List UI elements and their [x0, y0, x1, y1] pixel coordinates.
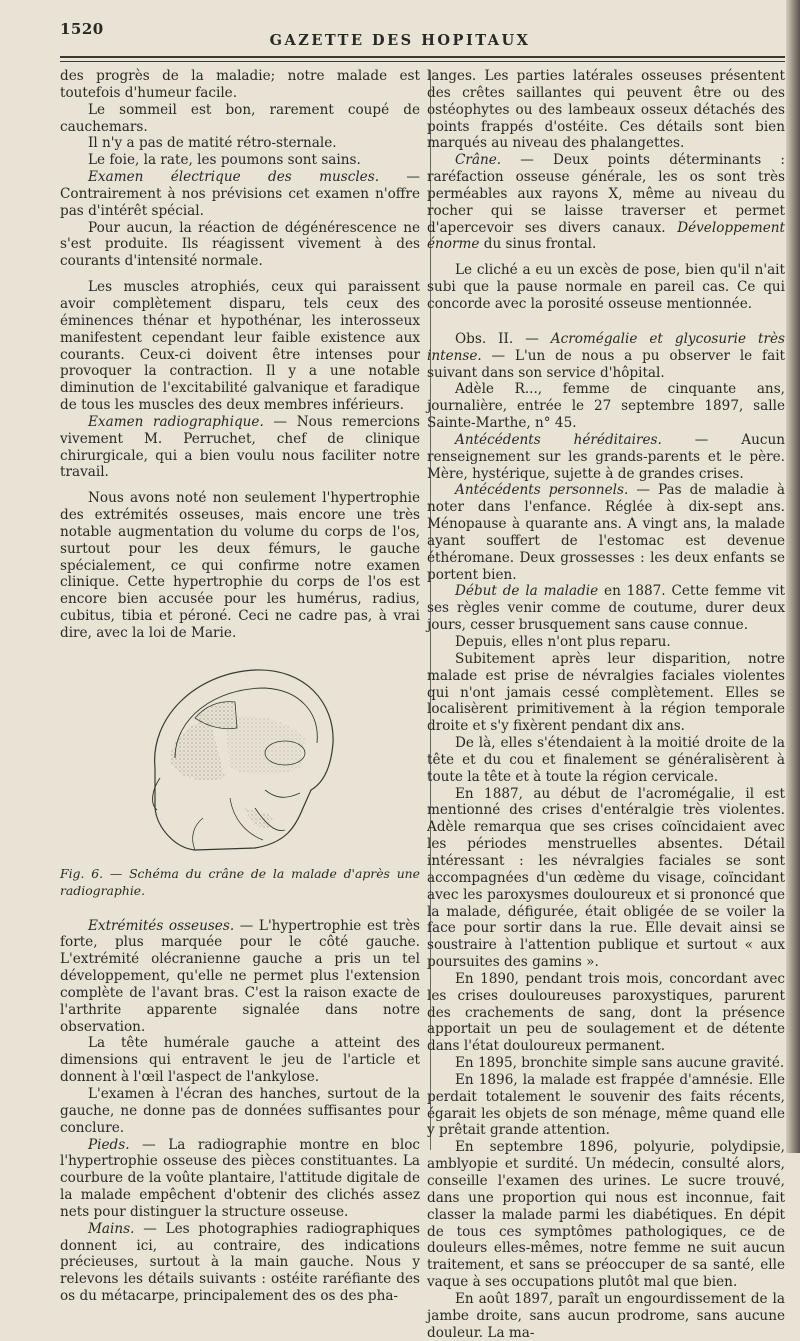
- figure-caption: Fig. 6. — Schéma du crâne de la malade d'après une radiographie.: [60, 865, 420, 898]
- section-label: Début de la maladie: [455, 583, 599, 600]
- paragraph: Adèle R..., femme de cinquante ans, journalière, entrée le 27 septembre 1897, salle Sainte-Marthe, n° 45.: [427, 381, 785, 432]
- paragraph: langes. Les parties latérales osseuses présentent des crêtes saillantes qui peuvent être ou des ostéophytes ou des lambeaux osseux détachés des points frappés d'ostéite. Ces détails sont bien marqués au niveau des phalangettes.: [427, 68, 785, 152]
- paragraph: des progrès de la maladie; notre malade est toutefois d'humeur facile.: [60, 68, 420, 101]
- header-rule-thin: [60, 61, 785, 62]
- paragraph: En 1890, pendant trois mois, concordant avec les crises douloureuses paroxystiques, parurent des crachements de sang, dont la présence apportait un peu de soulagement et de détente dans l'état douloureux permanent.: [427, 970, 785, 1055]
- section-label: Antécédents héréditaires.: [455, 431, 662, 448]
- paragraph: Début de la maladie en 1887. Cette femme vit ses règles venir comme de coutume, durer deux jours, cesser brusquement sans cause connue.: [427, 583, 785, 634]
- page-number: 1520: [60, 20, 104, 38]
- section-label: Crâne.: [455, 152, 502, 169]
- paragraph: Extrémités osseuses. — L'hypertrophie est très forte, plus marquée pour le côté gauche. L'extrémité olécranienne gauche a pris un tel développement, qu'elle ne permet plus l'extension complète de l'avant bras. C'est la raison exacte de l'arthrite apparente signalée dans notre observation.: [60, 917, 420, 1035]
- paragraph: Antécédents personnels. — Pas de maladie à noter dans l'enfance. Réglée à dix-sept ans. Ménopause à quarante ans. A vingt ans, la malade ayant souffert de l'estomac est devenue éthéromane. Deux grossesses : les deux enfants se portent bien.: [427, 482, 785, 583]
- paragraph: Nous avons noté non seulement l'hypertrophie des extrémités osseuses, mais encore une très notable augmentation du volume du corps de l'os, surtout pour les deux fémurs, le gauche spécialement, ce qui confirme notre examen clinique. Cette hypertrophie du corps de l'os est encore bien accusée pour les humérus, radius, cubitus, tibia et péroné. Ceci ne cadre pas, à vrai dire, avec la loi de Marie.: [60, 490, 420, 641]
- paragraph: Le cliché a eu un excès de pose, bien qu'il n'ait subi que la pause normale en pareil cas. Ce qui concorde avec la porosité osseuse mentionnée.: [427, 262, 785, 312]
- section-label: Pieds.: [88, 1136, 130, 1153]
- paragraph: La tête humérale gauche a atteint des dimensions qui entravent le jeu de l'article et donnent à l'œil l'aspect de l'ankylose.: [60, 1035, 420, 1086]
- section-label: Extrémités osseuses.: [88, 917, 235, 934]
- paragraph: En 1887, au début de l'acromégalie, il est mentionné des crises d'entéralgie très violentes. Adèle remarqua que ses crises coïncidaient avec les périodes menstruelles absentes. Détail intéressant : les névralgies faciales se sont accompagnées d'un œdème du visage, coïncidant avec les paroxysmes douloureux et si prononcé que la malade, défigurée, était obligée de se voiler la face pour sortir dans la rue. Elle devait ainsi se soustraire à l'attention publique et surtout « aux poursuites des gamins ».: [427, 785, 785, 971]
- paragraph: En septembre 1896, polyurie, polydipsie, amblyopie et surdité. Un médecin, consulté alors, conseille l'examen des urines. Le sucre trouvé, dans une proportion qui nous est inconnue, fait classer la malade parmi les diabétiques. En dépit de tous ces symptômes pathologiques, ce de douleurs elles-mêmes, notre femme ne suit aucun traitement, et sans se préoccuper de sa santé, elle vaque à ses occupations plutôt mal que bien.: [427, 1139, 785, 1291]
- paragraph: Crâne. — Deux points déterminants : raréfaction osseuse générale, les os sont très perméables aux rayons X, même au niveau du rocher qui se laisse traverser et permet d'apercevoir ses divers canaux. Développement énorme du sinus frontal.: [427, 152, 785, 253]
- paragraph: Pour aucun, la réaction de dégénérescence ne s'est produite. Ils réagissent vivement à des courants d'intensité normale.: [60, 219, 420, 270]
- section-label: Mains.: [88, 1220, 135, 1237]
- right-column: [427, 68, 785, 1341]
- section-label: Antécédents personnels.: [455, 482, 629, 499]
- left-column: [60, 68, 420, 1305]
- journal-title: GAZETTE DES HOPITAUX: [269, 32, 531, 49]
- paragraph: Examen électrique des muscles. — Contrairement à nos prévisions cet examen n'offre pas d'intérêt spécial.: [60, 169, 421, 219]
- paragraph: Depuis, elles n'ont plus reparu.: [455, 634, 671, 650]
- paragraph: Examen radiographique. — Nous remercions vivement M. Perruchet, chef de clinique chirurgicale, qui a bien voulu nous faciliter notre travail.: [60, 413, 421, 481]
- section-label: Acromégalie et glycosurie très intense.: [427, 330, 785, 364]
- section-label: Examen radiographique.: [88, 413, 264, 430]
- paragraph: Le sommeil est bon, rarement coupé de cauchemars.: [60, 101, 420, 135]
- paragraph: Le foie, la rate, les poumons sont sains.: [88, 152, 361, 169]
- paragraph: Les muscles atrophiés, ceux qui paraissent avoir complètement disparu, tels ceux des éminences thénar et hypothénar, les interosseux manifestent cependant leur faible existence aux courants. Ceux-ci doivent être intenses pour provoquer la contraction. Il y a une notable diminution de l'excitabilité galvanique et faradique de tous les muscles des deux membres inférieurs.: [60, 279, 420, 414]
- paragraph: Obs. II. — Acromégalie et glycosurie très intense. — L'un de nous a pu observer le fait suivant dans son service d'hôpital.: [427, 330, 785, 381]
- paragraph: Mains. — Les photographies radiographiques donnent ici, au contraire, des indications précieuses, surtout à la main gauche. Nous y relevons les détails suivants : ostéite raréfiante des os du métacarpe, principalement des os des pha-: [60, 1220, 420, 1305]
- paragraph: En août 1897, paraît un engourdissement de la jambe droite, sans aucun prodrome, sans aucune douleur. La ma-: [427, 1290, 785, 1341]
- paragraph: Subitement après leur disparition, notre malade est prise de névralgies faciales violentes qui n'ont jamais cessé complètement. Elles se localisèrent primitivement à la région temporale droite et s'y fixèrent pendant dix ans.: [427, 650, 785, 735]
- skull-sketch: [135, 658, 345, 858]
- paragraph: L'examen à l'écran des hanches, surtout de la gauche, ne donne pas de données suffisantes pour conclure.: [60, 1085, 420, 1136]
- paragraph: En 1896, la malade est frappée d'amnésie. Elle perdait totalement le souvenir des faits récents, égarait les objets de son ménage, même quand elle y prêtait grande attention.: [427, 1071, 785, 1139]
- section-label: Examen électrique des muscles.: [88, 169, 380, 186]
- skull-radiograph-figure: [135, 658, 345, 858]
- paragraph: De là, elles s'étendaient à la moitié droite de la tête et du cou et finalement se généralisèrent à toute la tête et à toute la région cervicale.: [427, 735, 785, 785]
- paragraph: En 1895, bronchite simple sans aucune gravité.: [455, 1055, 785, 1072]
- paragraph: Antécédents héréditaires. — Aucun renseignement sur les grands-parents et le père. Mère, hystérique, sujette à de grandes crises.: [427, 431, 785, 482]
- paragraph: Il n'y a pas de matité rétro-sternale.: [88, 135, 337, 152]
- paragraph: Pieds. — La radiographie montre en bloc l'hypertrophie osseuse des pièces constituantes. La courbure de la voûte plantaire, l'attitude digitale de la malade empêchent d'obtenir des clichés assez nets pour distinguer la structure osseuse.: [60, 1136, 420, 1220]
- page-edge-shadow: [786, 0, 800, 1153]
- header-rule-thick: [60, 56, 785, 58]
